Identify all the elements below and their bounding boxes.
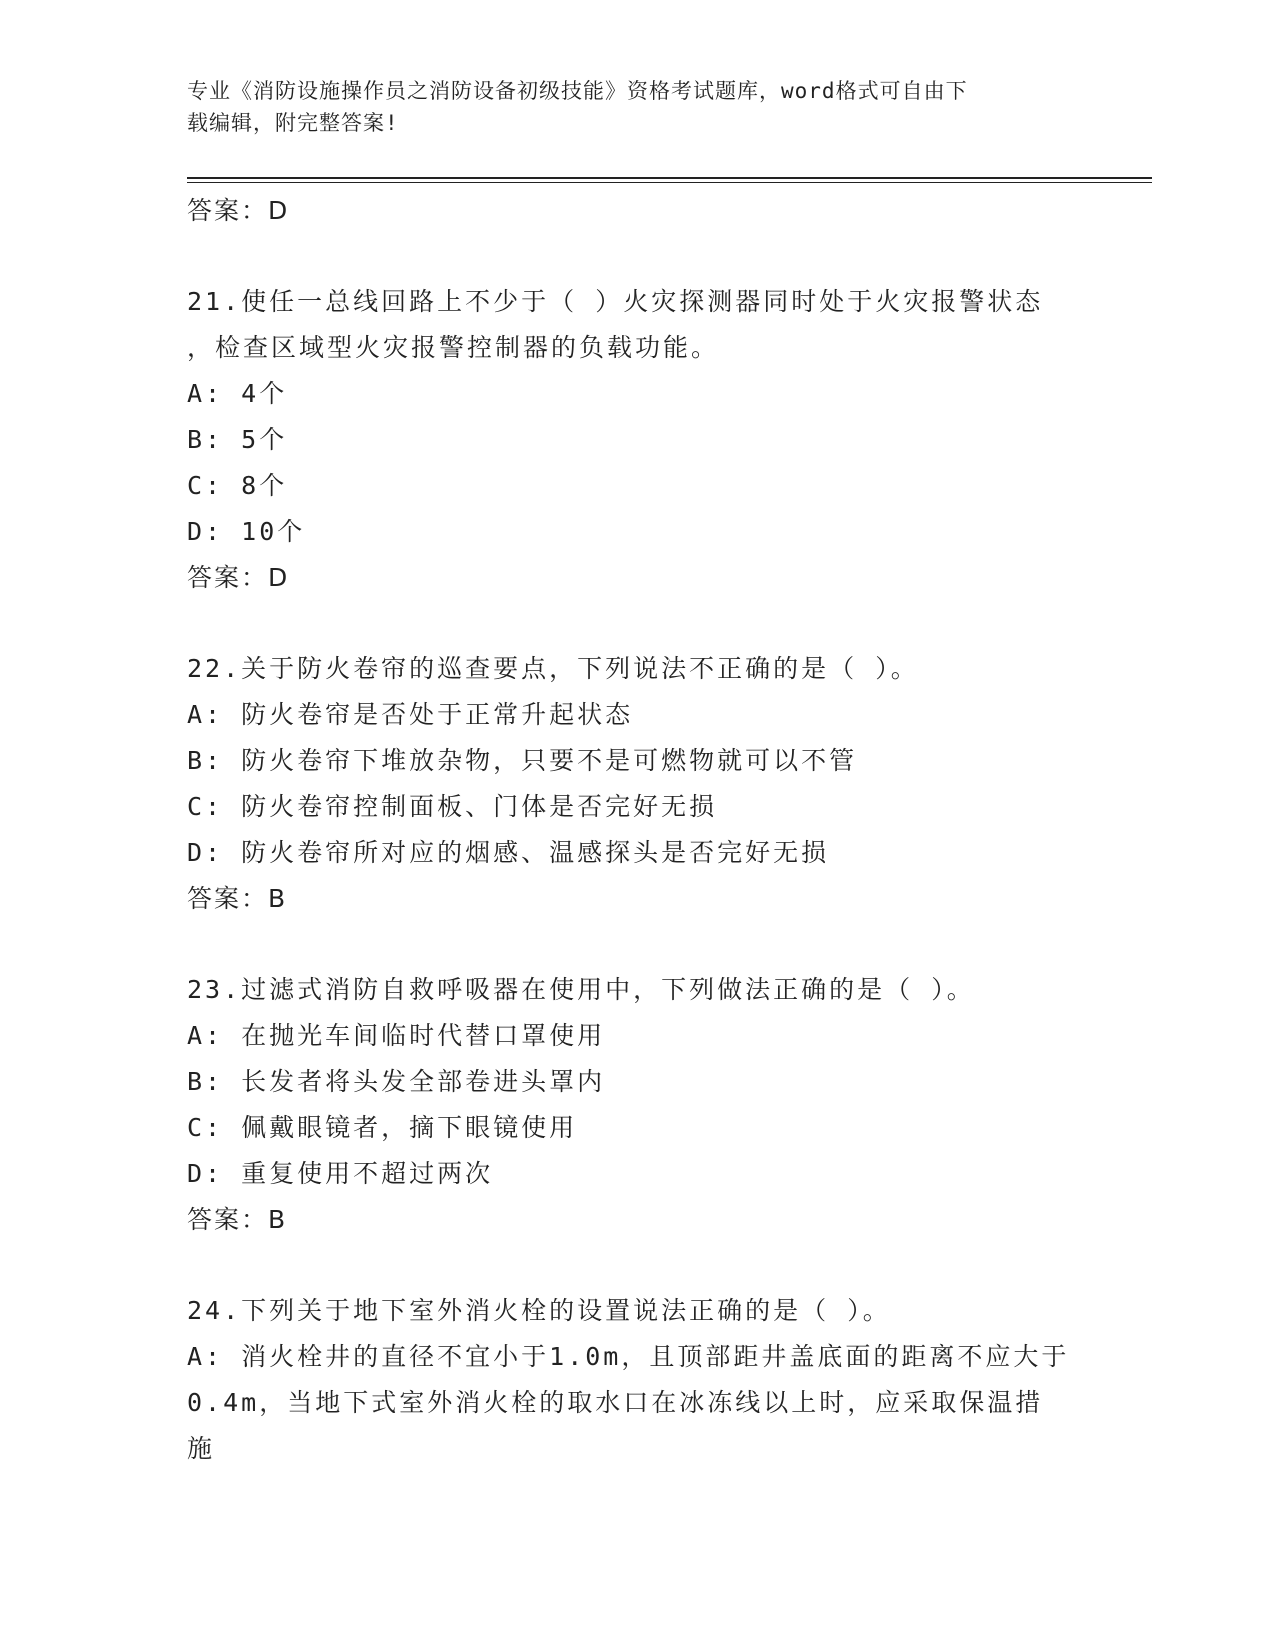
header-divider-thin — [187, 182, 1152, 183]
header-line-2: 载编辑，附完整答案! — [187, 111, 399, 135]
option-a: A: 防火卷帘是否处于正常升起状态 — [187, 700, 634, 729]
option-a-line: 0.4m，当地下式室外消火栓的取水口在冰冻线以上时，应采取保温措 — [187, 1388, 1044, 1417]
option-d: D: 重复使用不超过两次 — [187, 1159, 494, 1188]
option-c: C: 佩戴眼镜者，摘下眼镜使用 — [187, 1113, 578, 1142]
option-b: B: 防火卷帘下堆放杂物，只要不是可燃物就可以不管 — [187, 746, 858, 775]
option-c: C: 8个 — [187, 471, 288, 500]
option-d: D: 10个 — [187, 517, 306, 546]
question-stem-line: 24.下列关于地下室外消火栓的设置说法正确的是（ ）。 — [187, 1296, 891, 1325]
option-d: D: 防火卷帘所对应的烟感、温感探头是否完好无损 — [187, 838, 830, 867]
question-24 — [187, 1288, 1087, 1472]
question-stem-line: 21.使任一总线回路上不少于（ ）火灾探测器同时处于火灾报警状态 — [187, 287, 1044, 316]
header-line-1: 专业《消防设施操作员之消防设备初级技能》资格考试题库，word格式可自由下 — [187, 79, 968, 103]
answer: 答案：B — [187, 884, 288, 913]
previous-answer: 答案：D — [187, 196, 290, 225]
question-21 — [187, 279, 1087, 601]
answer: 答案：D — [187, 563, 290, 592]
question-22 — [187, 646, 1087, 922]
question-list — [187, 188, 1087, 1472]
question-23 — [187, 967, 1087, 1243]
option-a: A: 在抛光车间临时代替口罩使用 — [187, 1021, 606, 1050]
question-stem-line: 23.过滤式消防自救呼吸器在使用中，下列做法正确的是（ ）。 — [187, 975, 975, 1004]
option-b: B: 5个 — [187, 425, 288, 454]
answer: 答案：B — [187, 1205, 288, 1234]
option-a-line: A: 消火栓井的直径不宜小于1.0m，且顶部距井盖底面的距离不应大于 — [187, 1342, 1070, 1371]
option-a: A: 4个 — [187, 379, 288, 408]
option-b: B: 长发者将头发全部卷进头罩内 — [187, 1067, 606, 1096]
option-c: C: 防火卷帘控制面板、门体是否完好无损 — [187, 792, 718, 821]
question-stem-line: ，检查区域型火灾报警控制器的负载功能。 — [187, 333, 720, 362]
header-divider-thick — [187, 177, 1152, 179]
option-a-line: 施 — [187, 1434, 216, 1463]
question-stem-line: 22.关于防火卷帘的巡查要点，下列说法不正确的是（ ）。 — [187, 654, 919, 683]
document-header — [187, 75, 1067, 139]
